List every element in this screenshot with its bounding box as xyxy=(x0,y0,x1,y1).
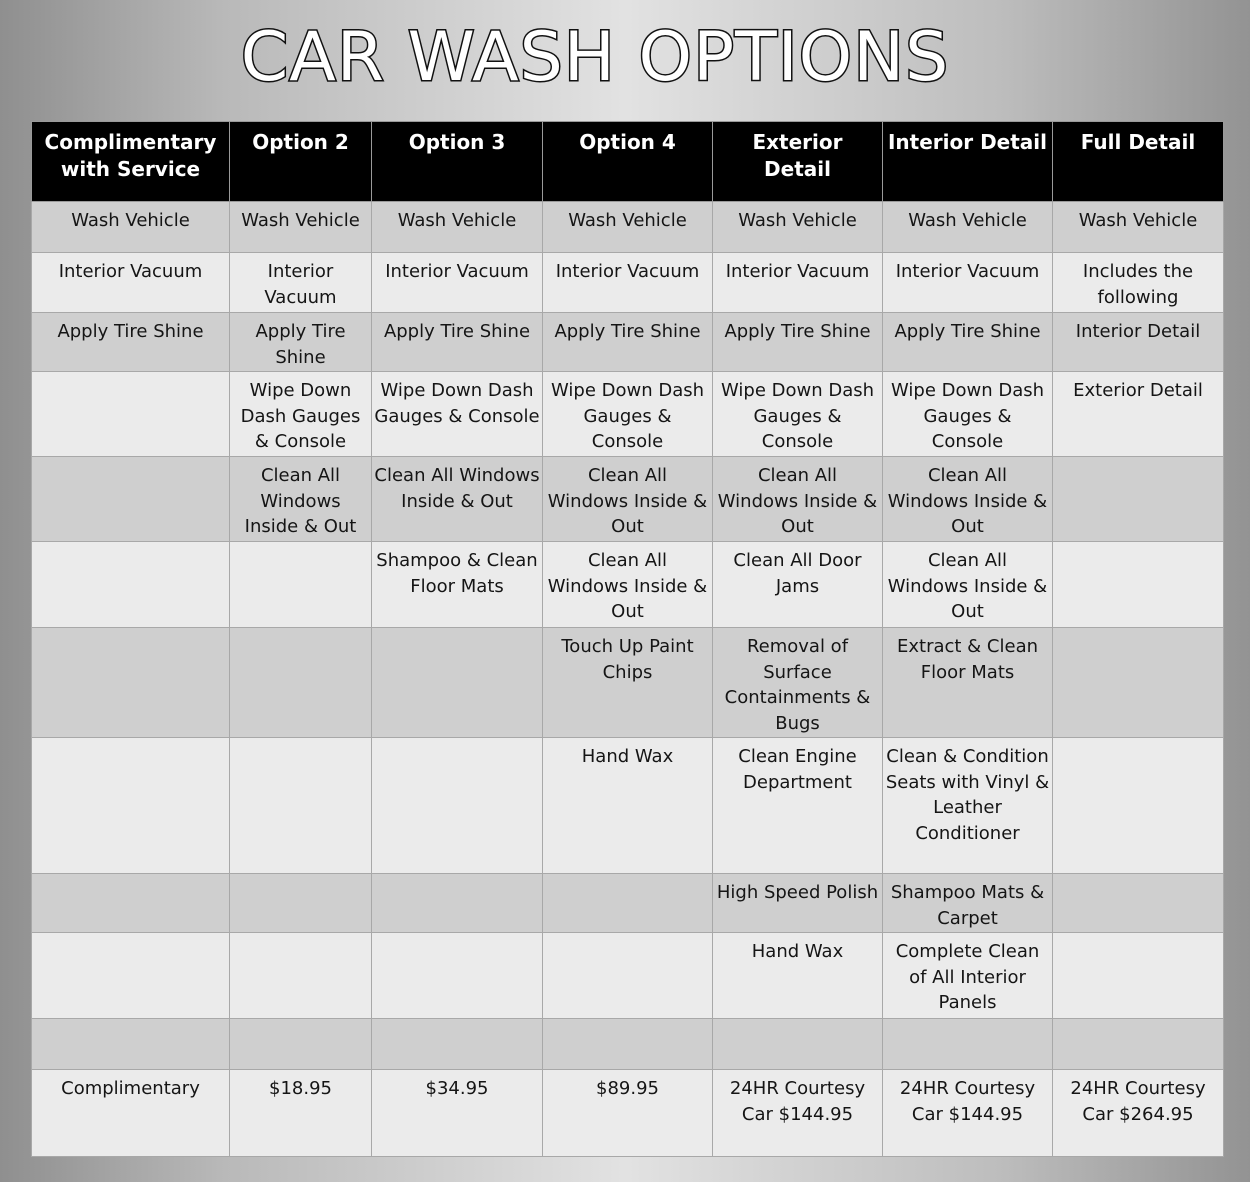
table-cell: Apply Tire Shine xyxy=(543,313,713,372)
table-cell: Interior Detail xyxy=(1053,313,1224,372)
table-cell xyxy=(230,874,372,933)
table-cell: Removal of Surface Containments & Bugs xyxy=(713,628,883,738)
table-cell: Interior Vacuum xyxy=(372,253,543,313)
table-cell: Clean All Windows Inside & Out xyxy=(372,457,543,542)
table-cell xyxy=(372,738,543,874)
table-cell: Apply Tire Shine xyxy=(713,313,883,372)
table-cell xyxy=(1053,628,1224,738)
column-header-full-detail: Full Detail xyxy=(1053,122,1224,202)
price-cell: 24HR Courtesy Car $264.95 xyxy=(1053,1070,1224,1157)
table-cell: Extract & Clean Floor Mats xyxy=(883,628,1053,738)
table-cell: Complete Clean of All Interior Panels xyxy=(883,933,1053,1019)
table-row xyxy=(32,1019,1224,1070)
price-cell: $89.95 xyxy=(543,1070,713,1157)
price-cell: 24HR Courtesy Car $144.95 xyxy=(883,1070,1053,1157)
table-cell xyxy=(230,933,372,1019)
table-cell xyxy=(1053,457,1224,542)
table-row xyxy=(32,253,1224,313)
column-header-option-2: Option 2 xyxy=(230,122,372,202)
header-row xyxy=(32,122,1224,202)
table-cell: Interior Vacuum xyxy=(230,253,372,313)
table-cell xyxy=(32,542,230,628)
table-cell xyxy=(32,457,230,542)
table-cell: Clean All Windows Inside & Out xyxy=(543,542,713,628)
table-cell: Clean All Windows Inside & Out xyxy=(230,457,372,542)
table-row xyxy=(32,628,1224,738)
table-cell xyxy=(543,933,713,1019)
price-cell: $34.95 xyxy=(372,1070,543,1157)
price-cell: Complimentary xyxy=(32,1070,230,1157)
table-cell: Wash Vehicle xyxy=(543,202,713,253)
table-cell xyxy=(883,1019,1053,1070)
table-cell xyxy=(1053,738,1224,874)
column-header-option-3: Option 3 xyxy=(372,122,543,202)
table-cell xyxy=(372,874,543,933)
table-row xyxy=(32,202,1224,253)
table-cell: Clean All Windows Inside & Out xyxy=(713,457,883,542)
table-cell: Wash Vehicle xyxy=(32,202,230,253)
table-cell: Clean & Condition Seats with Vinyl & Leather Conditioner xyxy=(883,738,1053,874)
price-cell: 24HR Courtesy Car $144.95 xyxy=(713,1070,883,1157)
table-cell xyxy=(230,1019,372,1070)
table-cell: Wash Vehicle xyxy=(372,202,543,253)
table-cell: Clean All Door Jams xyxy=(713,542,883,628)
table-cell: Apply Tire Shine xyxy=(32,313,230,372)
column-header-exterior-detail: Exterior Detail xyxy=(713,122,883,202)
table-cell: Interior Vacuum xyxy=(713,253,883,313)
table-cell xyxy=(1053,1019,1224,1070)
table-cell xyxy=(230,738,372,874)
table-cell: Clean All Windows Inside & Out xyxy=(883,457,1053,542)
table-cell: High Speed Polish xyxy=(713,874,883,933)
table-cell xyxy=(543,1019,713,1070)
table-cell: Exterior Detail xyxy=(1053,372,1224,457)
table-cell xyxy=(32,372,230,457)
table-cell: Interior Vacuum xyxy=(543,253,713,313)
table-cell xyxy=(32,628,230,738)
table-cell: Apply Tire Shine xyxy=(883,313,1053,372)
table-cell: Shampoo Mats & Carpet xyxy=(883,874,1053,933)
table-cell: Touch Up Paint Chips xyxy=(543,628,713,738)
table-cell: Clean All Windows Inside & Out xyxy=(543,457,713,542)
table-cell xyxy=(230,542,372,628)
car-wash-options-table xyxy=(31,121,1224,1157)
table-cell: Apply Tire Shine xyxy=(230,313,372,372)
column-header-complimentary: Complimentary with Service xyxy=(32,122,230,202)
table-cell: Apply Tire Shine xyxy=(372,313,543,372)
price-cell: $18.95 xyxy=(230,1070,372,1157)
table-cell: Includes the following xyxy=(1053,253,1224,313)
table-cell: Interior Vacuum xyxy=(32,253,230,313)
table-cell xyxy=(713,1019,883,1070)
table-cell: Wipe Down Dash Gauges & Console xyxy=(713,372,883,457)
table-cell xyxy=(230,628,372,738)
table-cell xyxy=(1053,874,1224,933)
table-cell: Wash Vehicle xyxy=(883,202,1053,253)
table-cell: Wipe Down Dash Gauges & Console xyxy=(372,372,543,457)
table-cell xyxy=(372,933,543,1019)
table-cell xyxy=(32,874,230,933)
table-cell xyxy=(32,933,230,1019)
table-cell: Interior Vacuum xyxy=(883,253,1053,313)
table-cell xyxy=(1053,542,1224,628)
table-row xyxy=(32,933,1224,1019)
table-row xyxy=(32,372,1224,457)
table-cell: Clean Engine Department xyxy=(713,738,883,874)
table-row xyxy=(32,542,1224,628)
table-row xyxy=(32,457,1224,542)
table-cell: Wash Vehicle xyxy=(230,202,372,253)
table-cell: Wash Vehicle xyxy=(713,202,883,253)
table-cell xyxy=(32,738,230,874)
column-header-option-4: Option 4 xyxy=(543,122,713,202)
table-cell: Wash Vehicle xyxy=(1053,202,1224,253)
table-cell: Wipe Down Dash Gauges & Console xyxy=(543,372,713,457)
table-cell xyxy=(1053,933,1224,1019)
column-header-interior-detail: Interior Detail xyxy=(883,122,1053,202)
table-cell xyxy=(372,628,543,738)
table-cell xyxy=(372,1019,543,1070)
table-cell: Hand Wax xyxy=(543,738,713,874)
price-row xyxy=(32,1070,1224,1157)
table-cell: Wipe Down Dash Gauges & Console xyxy=(883,372,1053,457)
table-row xyxy=(32,874,1224,933)
table-row xyxy=(32,738,1224,874)
page-title: CAR WASH OPTIONS xyxy=(240,18,950,97)
table-cell xyxy=(543,874,713,933)
table-cell: Clean All Windows Inside & Out xyxy=(883,542,1053,628)
table-cell: Shampoo & Clean Floor Mats xyxy=(372,542,543,628)
table-row xyxy=(32,313,1224,372)
table-cell xyxy=(32,1019,230,1070)
table-cell: Wipe Down Dash Gauges & Console xyxy=(230,372,372,457)
table-cell: Hand Wax xyxy=(713,933,883,1019)
